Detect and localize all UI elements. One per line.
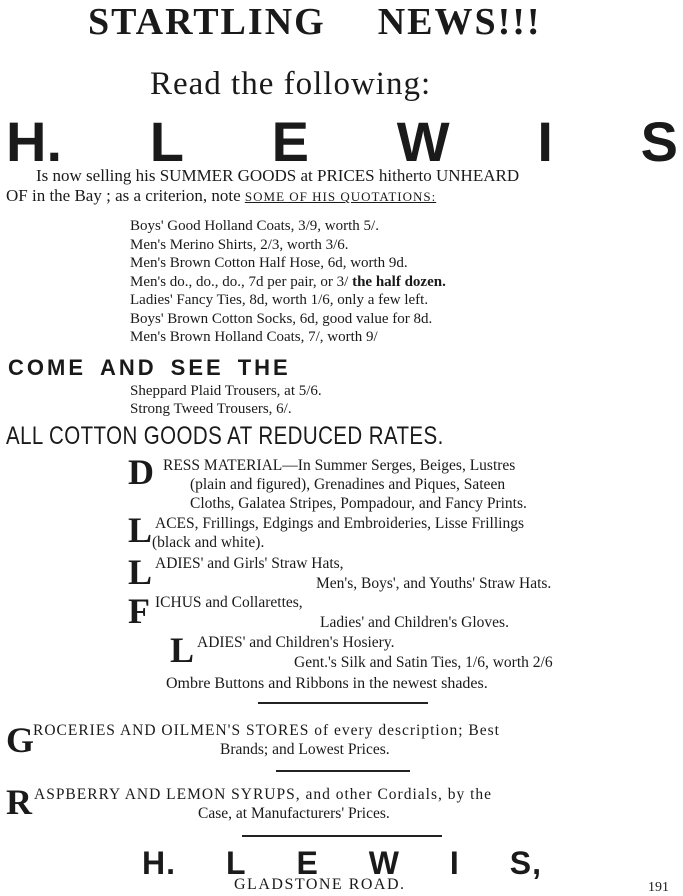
hosiery-line-1: ADIES' and Children's Hosiery. <box>197 634 395 651</box>
quotations-heading: SOME OF HIS QUOTATIONS: <box>244 189 437 204</box>
name-letter: I <box>537 110 553 173</box>
dropcap-f: F <box>128 591 150 631</box>
raspberry-line-1: ASPBERRY AND LEMON SYRUPS, and other Cordials, by the <box>34 786 493 803</box>
come-and-see-heading <box>8 355 291 381</box>
name-letter: L <box>149 110 184 173</box>
subheading: Read the following: <box>150 66 432 102</box>
list-item-bold-suffix: the half dozen. <box>352 273 446 290</box>
list-item-text: Men's do., do., do., 7d per pair, or 3/ <box>130 273 349 290</box>
list-item: Boys' Brown Cotton Socks, 6d, good value for 8d. <box>130 310 433 327</box>
name-letter: S <box>640 110 678 173</box>
raspberry-line-2: Case, at Manufacturers' Prices. <box>198 805 390 822</box>
list-item: Men's Merino Shirts, 2/3, worth 3/6. <box>130 236 349 253</box>
hats-line-2: Men's, Boys', and Youths' Straw Hats. <box>316 575 552 592</box>
laces-line-2: (black and white). <box>152 534 265 551</box>
dress-line-3: Cloths, Galatea Stripes, Pompadour, and Fancy Prints. <box>190 495 527 512</box>
headline-word-news: NEWS!!! <box>377 1 542 43</box>
name-letter: W <box>368 845 400 881</box>
dress-line-2: (plain and figured), Grenadines and Piques, Sateen <box>190 476 506 493</box>
headline-word-startling: STARTLING <box>88 1 326 43</box>
come-word: COME <box>8 355 86 380</box>
come-word: SEE <box>170 355 224 380</box>
hats-line-1: ADIES' and Girls' Straw Hats, <box>155 555 344 572</box>
list-item: Sheppard Plaid Trousers, at 5/6. <box>130 383 322 399</box>
intro-line-2 <box>6 186 436 207</box>
divider <box>276 770 410 772</box>
dropcap-l: L <box>128 552 153 592</box>
dropcap-d: D <box>128 452 154 492</box>
list-item: Men's Brown Cotton Half Hose, 6d, worth 9d. <box>130 255 408 271</box>
divider <box>258 702 428 704</box>
name-letter: W <box>396 110 450 173</box>
page-number: 191 <box>648 880 669 895</box>
quotations-list <box>130 217 446 347</box>
dropcap-g: G <box>6 720 35 760</box>
name-letter: H. <box>142 845 176 881</box>
come-word: THE <box>237 355 291 380</box>
divider <box>242 835 442 837</box>
ombre-line: Ombre Buttons and Ribbons in the newest shades. <box>166 675 488 692</box>
trousers-list <box>130 382 322 418</box>
fichus-line-1: ICHUS and Collarettes, <box>155 594 303 611</box>
come-word: AND <box>100 355 157 380</box>
dropcap-l: L <box>170 630 195 670</box>
laces-line-1: ACES, Frillings, Edgings and Embroideries, Lisse Frillings <box>155 515 524 532</box>
name-letter: I <box>449 845 460 881</box>
name-letter: E <box>271 110 310 173</box>
dropcap-l: L <box>128 510 153 550</box>
hosiery-line-2: Gent.'s Silk and Satin Ties, 1/6, worth 2/6 <box>294 654 553 671</box>
all-cotton-heading: ALL COTTON GOODS AT REDUCED RATES. <box>6 422 444 450</box>
name-letter: E <box>296 845 319 881</box>
list-item: Ladies' Fancy Ties, 8d, worth 1/6, only a few left. <box>130 292 429 308</box>
list-item: Strong Tweed Trousers, 6/. <box>130 401 292 417</box>
list-item: Men's Brown Holland Coats, 7/, worth 9/ <box>130 329 378 345</box>
list-item: Boys' Good Holland Coats, 3/9, worth 5/. <box>130 218 379 234</box>
groceries-line-2: Brands; and Lowest Prices. <box>220 741 390 758</box>
name-letter: H. <box>6 110 62 173</box>
groceries-line-1: ROCERIES AND OILMEN'S STORES of every description; Best <box>33 722 500 739</box>
list-item <box>130 273 446 292</box>
fichus-line-2: Ladies' and Children's Gloves. <box>320 614 509 631</box>
intro-line-2-text: OF in the Bay ; as a criterion, note <box>6 186 241 205</box>
intro-line-1: Is now selling his SUMMER GOODS at PRICES hitherto UNHEARD <box>36 166 520 185</box>
name-letter: L <box>225 845 247 881</box>
address: GLADSTONE ROAD. <box>234 876 406 893</box>
dropcap-r: R <box>6 782 32 822</box>
headline <box>88 0 542 44</box>
merchant-name-banner <box>6 110 678 173</box>
name-letter: S, <box>509 845 542 881</box>
dress-line-1: RESS MATERIAL—In Summer Serges, Beiges, Lustres <box>163 457 516 474</box>
